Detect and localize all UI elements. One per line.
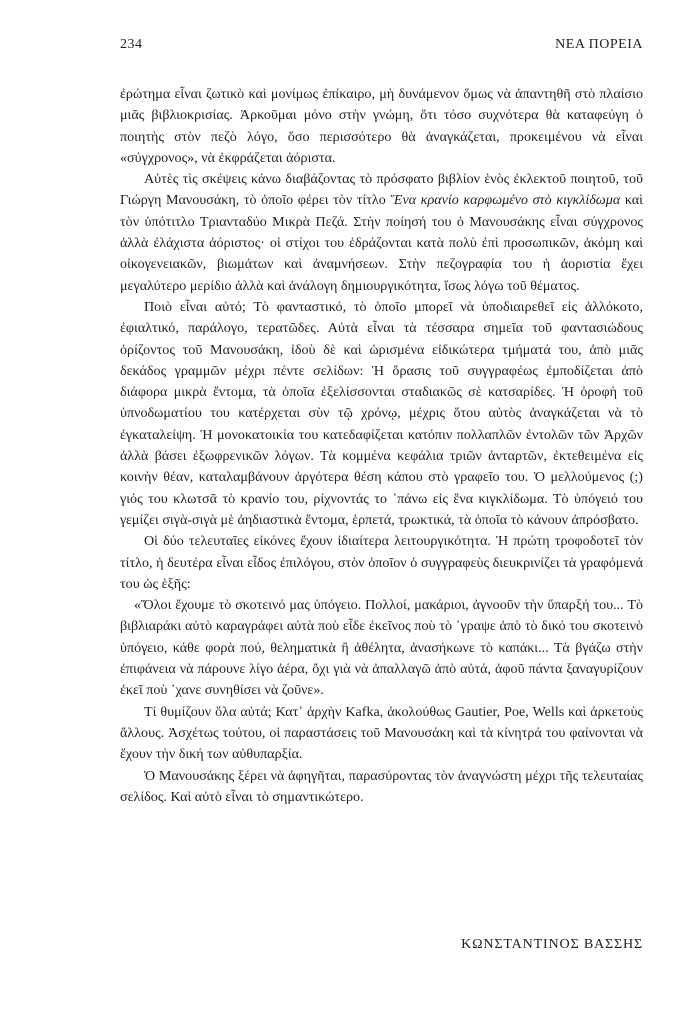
paragraph-book-introduction — [120, 169, 643, 297]
paragraph-conclusion: Ὁ Μανουσάκης ξέρει νὰ ἀφηγῆται, παρασύροντας τὸν ἀναγνώστη μέχρι τῆς τελευταίας σελίδος. Καὶ αὐτὸ εἶναι τὸ σημαντικώτερο. — [120, 767, 643, 805]
reviewer-signature: ΚΩΝΣΤΑΝΤΙΝΟΣ ΒΑΣΣΗΣ — [461, 936, 643, 952]
running-header — [120, 37, 643, 53]
paragraph-fantastic-themes: Ποιὸ εἶναι αὐτό; Τὸ φανταστικό, τὸ ὁποῖο μπορεῖ νὰ ὑποδιαιρεθεῖ εἰς ἀλλόκοτο, ἐφιαλτικό, παράλογο, τερατῶδες. Αὐτὰ εἶναι τὰ τέσσαρα σημεῖα τοῦ φαντασιώδους ὁρίζοντος τοῦ Μανουσάκη, ἰδοὺ δὲ καὶ ὡρισμένα εἰδικώτερα τμήματά του, ἀπὸ μιᾶς δεκάδος γραμμῶν μέχρι πέντε σελίδων: Ἡ ὅρασις τοῦ συγγραφέως ἐμποδίζεται ἀπὸ διάφορα μικρὰ ἔντομα, τὰ ὁποῖα ἐξελίσσονται σταδιακῶς σὲ κατσαρίδες. Ἡ ὀροφὴ τοῦ ὑπνοδωματίου του κατέρχεται σὺν τῷ χρόνῳ, μέχρις ὅτου αὐτὸς ἀναγκάζεται νὰ τὸ ἐγκαταλείψη. Ἡ μονοκατοικία του κατεδαφίζεται κατόπιν πολλαπλῶν ἐντολῶν τῶν Ἀρχῶν ἀλλὰ βάσει ἐξωφρενικῶν λόγων. Τὰ κομμένα κεφάλια τριῶν ἀνταρτῶν, ἐκτεθειμένα εἰς κοινὴν θέαν, καταλαμβάνουν ἀργότερα θέση κάπου στὸ γραφεῖο του. Ὁ μελλούμενος (;) γιός του κλωτσᾶ τὸ κρανίο του, ρίχνοντάς το ᾽πάνω εἰς ἕνα κιγκλίδωμα. Τὸ ὑπόγειό του γεμίζει σιγὰ-σιγὰ μὲ ἀηδιαστικὰ ἔντομα, ἑρπετά, τρωκτικά, τὰ ὁποῖα τὸ κάνουν ἀπρόσβατο. — [120, 298, 643, 528]
paragraph-final-images: Οἱ δύο τελευταῖες εἰκόνες ἔχουν ἰδιαίτερα λειτουργικότητα. Ἡ πρώτη τροφοδοτεῖ τὸν τίτλο, ἡ δευτέρα εἶναι εἶδος ἐπιλόγου, στὸν ὁποῖον ὁ συγγραφεὺς διευκρινίζει τὰ γραφόμενά του ὡς ἑξῆς: — [120, 533, 643, 592]
paragraph-influences: Τί θυμίζουν ὅλα αὐτά; Κατ᾽ ἀρχὴν Kafka, ἀκολούθως Gautier, Poe, Wells καὶ ἀρκετοὺς ἄλλους. Ἀσχέτως τούτου, οἱ παραστάσεις τοῦ Μανουσάκη καὶ τὰ κίνητρά του φαίνονται νὰ ἔχουν τὴν δική των αὐθυπαρξία. — [120, 703, 643, 763]
paragraph-continuation: ἐρώτημα εἶναι ζωτικὸ καὶ μονίμως ἐπίκαιρο, μὴ δυνάμενον ὅμως νὰ ἀπαντηθῆ στὸ πλαίσιο μιᾶς βιβλιοκρισίας. Ἀρκοῦμαι μόνο στὴν γνώμη, ὅτι τόσο συχνότερα θὰ καταφεύγη ὁ ποιητὴς στὸν πεζὸ λόγο, ὅσο περισσότερο θὰ ἀναγκάζεται, προκειμένου νὰ εἶναι «σύγχρονος», νὰ ἐκφράζεται ἀόριστα. — [120, 86, 643, 166]
review-body — [120, 84, 643, 808]
paragraph-text: καὶ τὸν ὑπότιτλο Τριανταδύο Μικρὰ Πεζά. Στὴν ποίησή του ὁ Μανουσάκης εἶναι σύγχρονος ἀλλὰ ἐλάχιστα ἀόριστος· οἱ στίχοι του ἑδράζονται κατὰ πολὺ ἐπὶ προσωπικῶν, ἀκόμη καὶ οἰκογενειακῶν, βιωμάτων καὶ ἀναμνήσεων. Στὴν πεζογραφία του ἡ ἀοριστία ἔχει μεγαλύτερο μερίδιο ἀλλὰ καὶ ἀνάλογη δημιουργικότητα, ἴσως λόγω τοῦ θέματος. — [120, 192, 643, 294]
page-number: 234 — [120, 37, 143, 52]
journal-title: ΝΕΑ ΠΟΡΕΙΑ — [555, 37, 643, 52]
author-quotation: «Ὅλοι ἔχουμε τὸ σκοτεινό μας ὑπόγειο. Πολλοί, μακάριοι, ἀγνοοῦν τὴν ὕπαρξή του... Τὸ βιβλιαράκι αὐτὸ καραγράφει αὐτὰ ποὺ εἶδε ἐκεῖνος ποὺ τὸ ᾽γραψε ἀπὸ τὸ δικό του σκοτεινὸ ὑπόγειο, κάθε φορὰ πού, θεληματικὰ ἢ ἀθέλητα, ἀνασήκωνε τὸ καπάκι... Τὰ βγάζω στὴν ἐπιφάνεια νὰ πάρουνε λίγο ἀέρα, ὄχι γιὰ νὰ ἀπαλλαγῶ ἀπὸ αὐτά, ἀφοῦ πάντα ξαναγυρίζουν ἐκεῖ ποὺ ᾽χανε συνηθίσει νὰ ζοῦνε». — [120, 597, 643, 699]
paragraph-text: Αὐτὲς τὶς σκέψεις κάνω διαβάζοντας τὸ πρόσφατο βιβλίον ἑνὸς ἐκλεκτοῦ ποιητοῦ, τοῦ Γιώργη Μανουσάκη, τὸ ὁποῖο φέρει τὸν τίτλο — [120, 171, 643, 209]
book-title: Ἕνα κρανίο καρφωμένο στὸ κιγκλίδωμα — [390, 192, 621, 209]
